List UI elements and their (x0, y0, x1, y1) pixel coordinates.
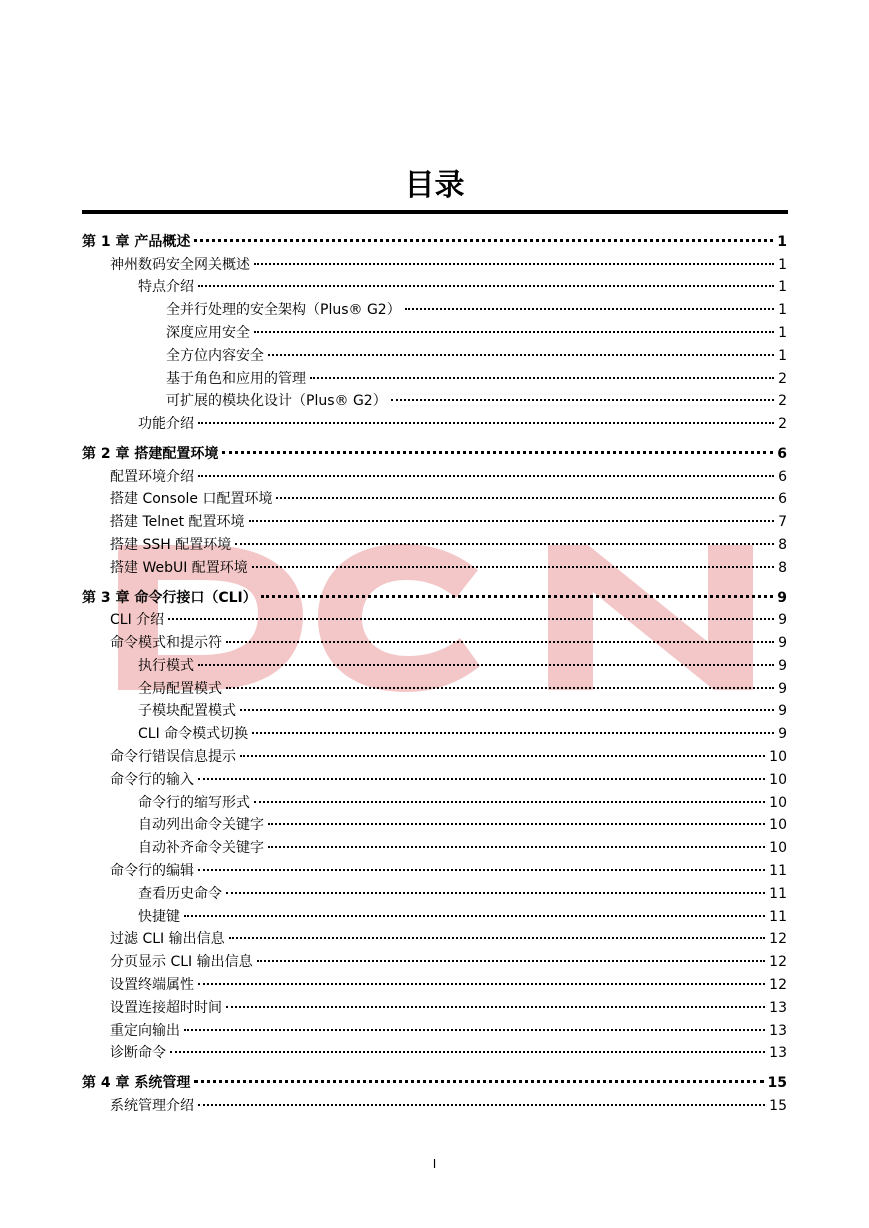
toc-entry-page: 12 (769, 977, 787, 993)
toc-chapter-entry[interactable] (82, 1073, 787, 1093)
dot-leader (170, 1051, 765, 1053)
toc-entry-label: 基于角色和应用的管理 (166, 370, 306, 387)
toc-entry-page: 13 (769, 1045, 787, 1062)
toc-entry-page: 11 (769, 908, 787, 925)
toc-entry[interactable] (138, 884, 787, 904)
dot-leader (198, 778, 765, 780)
toc-entry-page: 8 (778, 537, 787, 553)
dot-leader (198, 285, 774, 287)
dot-leader (268, 823, 765, 825)
dot-leader (405, 308, 774, 310)
toc-entry-page: 9 (777, 589, 787, 606)
toc-entry-page: 12 (769, 931, 787, 948)
toc-entry-page: 15 (767, 1075, 787, 1092)
toc-entry-label: 配置环境介绍 (110, 468, 194, 485)
toc-entry-page: 10 (769, 749, 787, 765)
toc-entry-page: 13 (769, 1022, 787, 1039)
toc-entry[interactable] (138, 414, 787, 434)
toc-entry-label: 特点介绍 (138, 279, 194, 296)
toc-entry-label: 自动补齐命令关键字 (138, 840, 264, 857)
toc-entry-label: 命令行错误信息提示 (110, 749, 236, 765)
toc-entry-label: 第 3 章 命令行接口（CLI） (82, 589, 257, 606)
toc-chapter-entry[interactable] (82, 444, 787, 464)
toc-chapter-entry[interactable] (82, 232, 787, 252)
toc-entry-page: 15 (769, 1097, 787, 1114)
dot-leader (226, 1006, 765, 1008)
toc-entry-label: 可扩展的模块化设计（Plus® G2） (166, 393, 387, 410)
toc-entry-label: 第 4 章 系统管理 (82, 1075, 191, 1092)
toc-entry-page: 9 (778, 703, 787, 720)
toc-entry[interactable] (166, 391, 787, 411)
toc-entry-label: 搭建 WebUI 配置环境 (110, 559, 248, 576)
dot-leader (268, 354, 774, 356)
toc-entry[interactable] (110, 1043, 787, 1063)
toc-entry-label: 命令行的编辑 (110, 863, 194, 879)
toc-entry[interactable] (110, 998, 787, 1018)
toc-entry-page: 6 (778, 491, 787, 508)
dot-leader (168, 618, 774, 620)
toc-entry-page: 1 (778, 302, 787, 319)
toc-entry-label: 系统管理介绍 (110, 1097, 194, 1114)
toc-entry-page: 6 (777, 446, 787, 462)
toc-entry[interactable] (110, 929, 787, 949)
dot-leader (229, 937, 766, 939)
toc-entry-label: 执行模式 (138, 657, 194, 674)
toc-entry-label: 全方位内容安全 (166, 347, 264, 364)
dot-leader (184, 915, 765, 917)
toc-entry-page: 2 (778, 370, 787, 387)
dot-leader (391, 399, 774, 401)
toc-entry[interactable] (110, 975, 787, 995)
toc-entry-label: 命令行的输入 (110, 771, 194, 788)
toc-entry-label: 设置终端属性 (110, 977, 194, 993)
dot-leader (198, 664, 774, 666)
toc-entry[interactable] (138, 679, 787, 699)
dot-leader (184, 1029, 765, 1031)
dot-leader (222, 451, 773, 454)
toc-entry-page: 2 (778, 393, 787, 410)
dot-leader (198, 475, 774, 477)
toc-entry-label: 子模块配置模式 (138, 703, 236, 720)
toc-entry-page: 6 (778, 468, 787, 485)
dot-leader (235, 543, 774, 545)
toc-entry-page: 1 (778, 347, 787, 364)
toc-entry-label: 设置连接超时时间 (110, 999, 222, 1016)
toc-entry-label: 深度应用安全 (166, 325, 250, 341)
dot-leader (254, 801, 765, 803)
toc-entry-page: 1 (777, 234, 787, 250)
toc-entry[interactable] (138, 724, 787, 744)
toc-entry-page: 10 (769, 817, 787, 834)
dot-leader (226, 892, 765, 894)
toc-entry-label: 全并行处理的安全架构（Plus® G2） (166, 302, 401, 319)
toc-entry-label: 过滤 CLI 输出信息 (110, 931, 225, 948)
toc-entry-page: 2 (778, 416, 787, 433)
toc-entry-page: 8 (778, 559, 787, 576)
toc-entry[interactable] (110, 747, 787, 767)
dot-leader (257, 960, 766, 962)
dot-leader (198, 1104, 765, 1106)
toc-entry[interactable] (166, 346, 787, 366)
toc-entry[interactable] (110, 535, 787, 555)
toc-entry-label: CLI 介绍 (110, 612, 165, 629)
toc-entry[interactable] (110, 489, 787, 509)
toc-entry-page: 9 (778, 635, 787, 651)
toc-entry[interactable] (138, 793, 787, 813)
toc-entry-page: 10 (769, 794, 787, 811)
toc-entry-page: 10 (769, 771, 787, 788)
toc-entry[interactable] (110, 467, 787, 487)
toc-entry[interactable] (110, 861, 787, 881)
toc-entry-page: 9 (778, 680, 787, 697)
toc-entry-label: 诊断命令 (110, 1045, 166, 1062)
dot-leader (254, 263, 774, 265)
toc-entry-label: 功能介绍 (138, 416, 194, 433)
toc-entry[interactable] (166, 369, 787, 389)
dot-leader (198, 422, 774, 424)
toc-entry-page: 13 (769, 999, 787, 1016)
toc-entry[interactable] (166, 300, 787, 320)
dot-leader (252, 732, 774, 734)
toc-entry-page: 10 (769, 840, 787, 857)
dot-leader (310, 377, 774, 379)
toc-entry-page: 12 (769, 954, 787, 971)
toc-entry-label: 搭建 Console 口配置环境 (110, 491, 273, 508)
toc-entry-label: 自动列出命令关键字 (138, 817, 264, 834)
dot-leader (249, 520, 775, 522)
toc-entry[interactable] (110, 610, 787, 630)
dot-leader (194, 1080, 763, 1083)
dot-leader (226, 687, 774, 689)
dot-leader (276, 497, 774, 499)
toc-entry-page: 1 (778, 279, 787, 296)
toc-entry-page: 1 (778, 325, 787, 341)
toc-entry[interactable] (138, 656, 787, 676)
toc-entry[interactable] (166, 323, 787, 343)
toc-entry-page: 9 (778, 726, 787, 743)
toc-entry-label: 分页显示 CLI 输出信息 (110, 954, 253, 971)
dot-leader (254, 331, 774, 333)
toc-entry-page: 11 (769, 885, 787, 902)
toc-entry[interactable] (110, 952, 787, 972)
dot-leader (198, 869, 765, 871)
toc-entry[interactable] (138, 838, 787, 858)
toc-entry-label: 重定向输出 (110, 1022, 180, 1039)
toc-entry-page: 9 (778, 612, 787, 629)
toc-entry[interactable] (110, 633, 787, 653)
toc-entry[interactable] (110, 770, 787, 790)
toc-entry-label: 查看历史命令 (138, 885, 222, 902)
toc-entry[interactable] (138, 815, 787, 835)
toc-entry-page: 11 (769, 863, 787, 879)
toc-entry[interactable] (110, 1096, 787, 1116)
toc-entry-page: 1 (778, 256, 787, 273)
toc-entry-label: 第 2 章 搭建配置环境 (82, 446, 219, 462)
toc-entry[interactable] (138, 701, 787, 721)
toc-entry-label: 命令行的缩写形式 (138, 794, 250, 811)
toc-entry[interactable] (110, 558, 787, 578)
toc-entry-label: 全局配置模式 (138, 680, 222, 697)
toc-chapter-entry[interactable] (82, 588, 787, 608)
toc-entry-label: 搭建 SSH 配置环境 (110, 537, 232, 553)
dot-leader (252, 566, 774, 568)
toc-entry[interactable] (110, 1021, 787, 1041)
dot-leader (261, 595, 773, 598)
toc-entry-page: 9 (778, 657, 787, 674)
toc-entry-page: 7 (778, 514, 787, 531)
dot-leader (226, 641, 774, 643)
toc-entry-label: 命令模式和提示符 (110, 635, 222, 651)
toc-entry[interactable] (110, 255, 787, 275)
dot-leader (240, 755, 765, 757)
dot-leader (194, 239, 773, 242)
dot-leader (198, 983, 765, 985)
dot-leader (268, 846, 765, 848)
toc-entry-label: 第 1 章 产品概述 (82, 234, 191, 250)
toc-entry[interactable] (138, 907, 787, 927)
toc-entry-label: 快捷键 (138, 908, 180, 925)
toc-entry[interactable] (138, 277, 787, 297)
page-number: I (432, 1157, 437, 1171)
toc-entry-label: 搭建 Telnet 配置环境 (110, 514, 245, 531)
toc-entry-label: CLI 命令模式切换 (138, 726, 249, 743)
toc-entry[interactable] (110, 512, 787, 532)
dot-leader (240, 709, 774, 711)
toc-entry-label: 神州数码安全网关概述 (110, 256, 250, 273)
page-title: 目录 (404, 168, 465, 203)
